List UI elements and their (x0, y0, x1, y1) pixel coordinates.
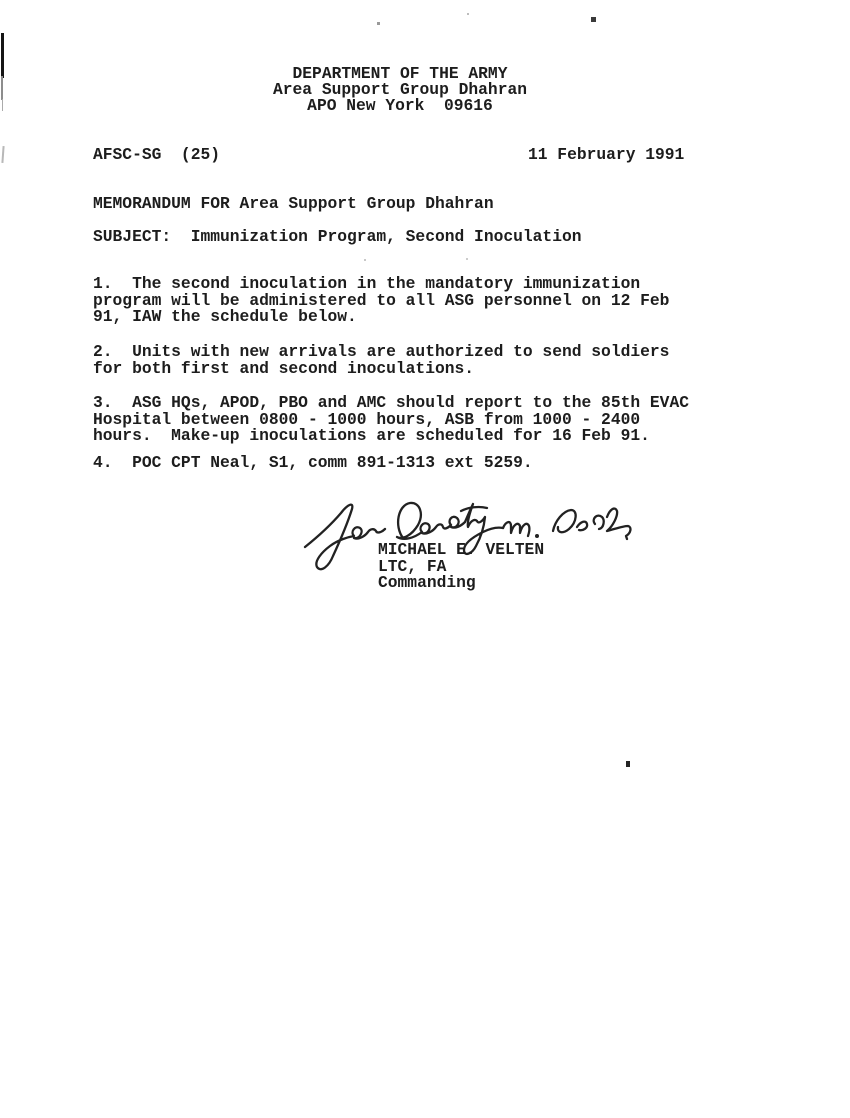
scan-artifact (466, 258, 468, 260)
scan-artifact (467, 13, 469, 15)
paragraph-line: 4. POC CPT Neal, S1, comm 891-1313 ext 5259. (93, 453, 533, 472)
letterhead-unit: Area Support Group Dhahran (272, 80, 528, 100)
memorandum-for-line: MEMORANDUM FOR Area Support Group Dhahran (93, 194, 494, 213)
signature-stroke-m (503, 522, 529, 536)
signature-stroke-e (577, 522, 587, 531)
paragraph-line: 1. The second inoculation in the mandatory immunization (93, 274, 641, 293)
signer-name: MICHAEL E. VELTEN (378, 540, 545, 559)
paragraph-line: Hospital between 0800 - 1000 hours, ASB from 1000 - 2400 (93, 409, 641, 429)
office-symbol: AFSC-SG (25) (93, 145, 221, 164)
signature-stroke-for (305, 505, 385, 570)
signer-title: Commanding (378, 573, 476, 593)
signer-rank: LTC, FA (378, 556, 447, 576)
signature-stroke-l-flourish (607, 509, 630, 539)
signature-block (378, 542, 544, 592)
letterhead-address: APO New York 09616 (307, 96, 493, 116)
letterhead (175, 66, 625, 115)
letterhead-department: DEPARTMENT OF THE ARMY (292, 64, 508, 83)
paragraph-1 (93, 276, 669, 326)
scan-artifact (377, 22, 380, 25)
signature-stroke-n (553, 510, 576, 532)
paragraph-line: hours. Make-up inoculations are scheduled for 16 Feb 91. (93, 426, 650, 446)
memo-date: 11 February 1991 (528, 145, 685, 164)
scan-artifact (626, 761, 630, 767)
paragraph-4 (93, 455, 533, 472)
scan-artifact (1, 76, 3, 100)
scan-artifact (364, 259, 366, 261)
paragraph-line: 91, IAW the schedule below. (93, 307, 357, 327)
scan-artifact (591, 17, 596, 22)
paragraph-line: 3. ASG HQs, APOD, PBO and AMC should report to the 85th EVAC (93, 393, 689, 412)
scan-artifact (1, 146, 4, 163)
scan-artifact (2, 99, 3, 111)
paragraph-2 (93, 344, 669, 377)
paragraph-line: program will be administered to all ASG personnel on 12 Feb (93, 290, 670, 310)
paragraph-line: 2. Units with new arrivals are authorized to send soldiers (93, 342, 670, 361)
paragraph-3 (93, 395, 689, 445)
signature-stroke-a (594, 516, 604, 529)
signature-stroke-crossbar (461, 507, 487, 511)
subject-line: SUBJECT: Immunization Program, Second Inoculation (93, 227, 582, 246)
signature-period-dot (535, 534, 539, 538)
scan-artifact (1, 33, 4, 78)
paragraph-line: for both first and second inoculations. (93, 358, 475, 378)
